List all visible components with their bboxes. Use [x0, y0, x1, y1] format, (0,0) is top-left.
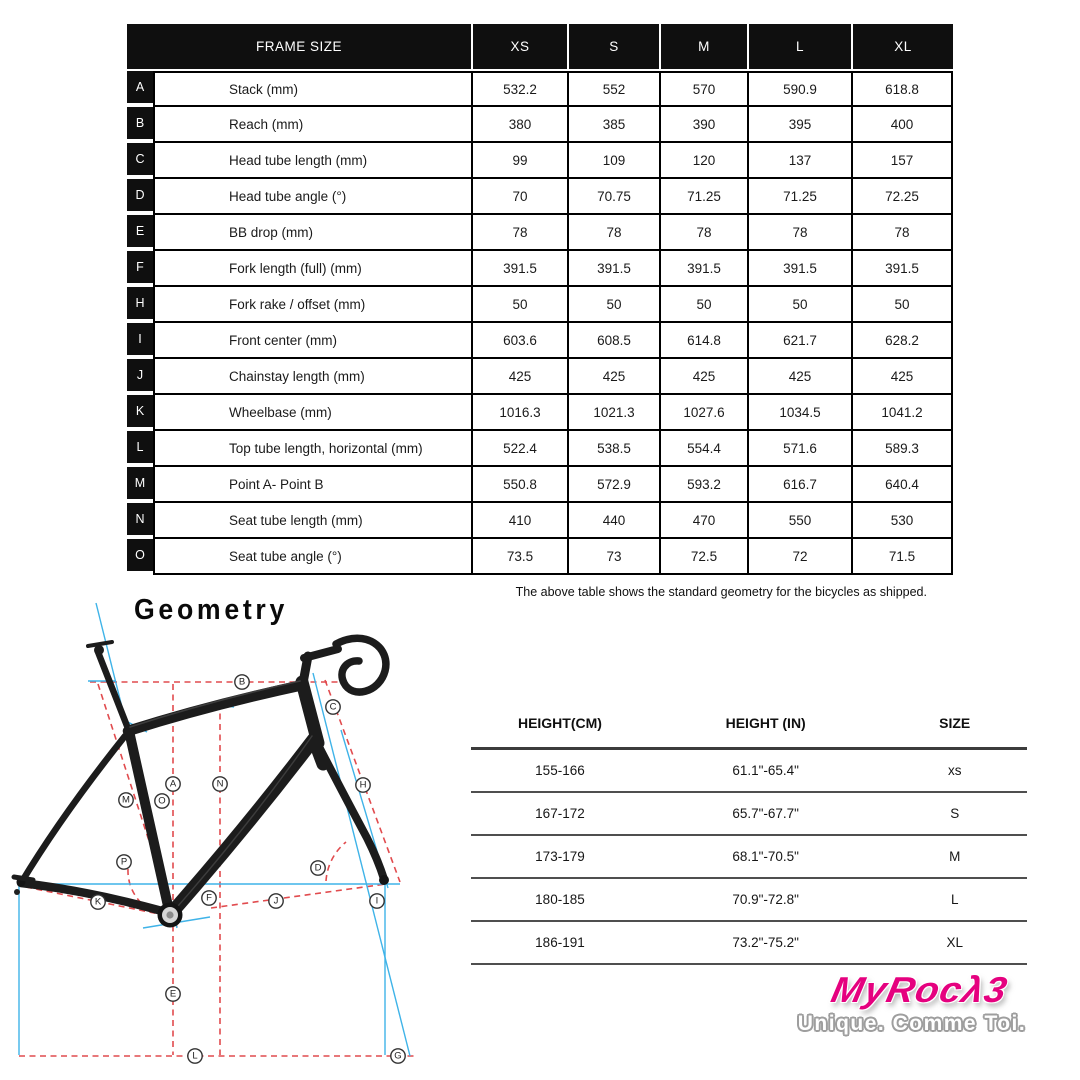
row-value: 621.7 — [747, 323, 851, 359]
diagram-label-F — [202, 891, 216, 905]
row-label: Stack (mm) — [153, 71, 471, 107]
svg-text:E: E — [169, 988, 177, 1000]
geometry-row-O — [127, 539, 953, 575]
size-chart-cell-size: xs — [947, 763, 962, 778]
row-value: 391.5 — [567, 251, 659, 287]
row-value: 550.8 — [471, 467, 567, 503]
row-label: Seat tube length (mm) — [153, 503, 471, 539]
geometry-row-M — [127, 467, 953, 503]
size-chart-cell-cm: 155-166 — [535, 763, 585, 778]
size-chart-row — [471, 922, 1027, 965]
row-value: 391.5 — [851, 251, 953, 287]
size-chart-cell-cm: 186-191 — [535, 935, 585, 950]
row-value: 425 — [851, 359, 953, 395]
row-value: 589.3 — [851, 431, 953, 467]
row-letter: E — [127, 215, 153, 251]
row-label: Point A- Point B — [153, 467, 471, 503]
row-value: 385 — [567, 107, 659, 143]
size-chart-row — [471, 750, 1027, 793]
row-value: 70.75 — [567, 179, 659, 215]
size-chart-body — [471, 750, 1027, 965]
size-chart-row — [471, 793, 1027, 836]
size-chart-cell-size: M — [949, 849, 961, 864]
row-value: 78 — [567, 215, 659, 251]
row-label: Fork length (full) (mm) — [153, 251, 471, 287]
svg-text:B: B — [238, 676, 246, 688]
row-value: 614.8 — [659, 323, 747, 359]
size-chart-cell-size: S — [950, 806, 960, 821]
row-label: Wheelbase (mm) — [153, 395, 471, 431]
svg-text:C: C — [329, 701, 337, 713]
geometry-table-body — [127, 71, 953, 575]
size-chart-cell-in: 73.2"-75.2" — [732, 935, 799, 950]
size-chart-cell-cm: 173-179 — [535, 849, 585, 864]
row-value: 78 — [851, 215, 953, 251]
diagram-label-A — [166, 777, 180, 791]
geometry-row-I — [127, 323, 953, 359]
geometry-row-L — [127, 431, 953, 467]
row-letter: O — [127, 539, 153, 575]
row-letter: K — [127, 395, 153, 431]
row-value: 390 — [659, 107, 747, 143]
row-letter: H — [127, 287, 153, 323]
geometry-row-B — [127, 107, 953, 143]
row-value: 550 — [747, 503, 851, 539]
row-value: 391.5 — [659, 251, 747, 287]
svg-text:G: G — [394, 1050, 402, 1062]
size-chart-cell-in: 70.9"-72.8" — [732, 892, 799, 907]
row-value: 50 — [851, 287, 953, 323]
size-chart-cell-size: XL — [946, 935, 963, 950]
svg-text:D: D — [314, 862, 322, 874]
size-chart-cell-in: 61.1"-65.4" — [732, 763, 799, 778]
row-letter: A — [127, 71, 153, 107]
row-value: 1016.3 — [471, 395, 567, 431]
row-value: 50 — [659, 287, 747, 323]
row-letter: C — [127, 143, 153, 179]
row-value: 72.5 — [659, 539, 747, 575]
row-label: Front center (mm) — [153, 323, 471, 359]
row-letter: M — [127, 467, 153, 503]
geometry-row-N — [127, 503, 953, 539]
row-value: 78 — [659, 215, 747, 251]
row-value: 616.7 — [747, 467, 851, 503]
row-label: Chainstay length (mm) — [153, 359, 471, 395]
row-value: 593.2 — [659, 467, 747, 503]
geometry-row-D — [127, 179, 953, 215]
size-header-s: S — [567, 24, 659, 69]
row-label: Head tube length (mm) — [153, 143, 471, 179]
row-value: 50 — [567, 287, 659, 323]
row-value: 1021.3 — [567, 395, 659, 431]
row-letter: L — [127, 431, 153, 467]
diagram-label-L — [188, 1049, 202, 1063]
svg-text:J: J — [273, 895, 279, 907]
geometry-row-F — [127, 251, 953, 287]
row-value: 554.4 — [659, 431, 747, 467]
diagram-label-D — [311, 861, 325, 875]
row-value: 71.25 — [659, 179, 747, 215]
height-in-header: HEIGHT (IN) — [725, 714, 806, 731]
row-value: 400 — [851, 107, 953, 143]
row-value: 99 — [471, 143, 567, 179]
bike-geometry-diagram — [0, 590, 460, 1080]
geometry-row-H — [127, 287, 953, 323]
size-header-l: L — [747, 24, 851, 69]
diagram-label-K — [91, 895, 105, 909]
diagram-label-H — [356, 778, 370, 792]
svg-text:P: P — [120, 856, 128, 868]
row-label: Head tube angle (°) — [153, 179, 471, 215]
row-value: 440 — [567, 503, 659, 539]
row-value: 608.5 — [567, 323, 659, 359]
row-value: 50 — [747, 287, 851, 323]
row-value: 78 — [747, 215, 851, 251]
svg-text:O: O — [158, 795, 166, 807]
row-value: 1027.6 — [659, 395, 747, 431]
row-value: 571.6 — [747, 431, 851, 467]
row-value: 109 — [567, 143, 659, 179]
row-label: Reach (mm) — [153, 107, 471, 143]
row-value: 72.25 — [851, 179, 953, 215]
size-chart-cell-cm: 180-185 — [535, 892, 585, 907]
diagram-label-M — [119, 793, 133, 807]
row-letter: I — [127, 323, 153, 359]
row-value: 425 — [567, 359, 659, 395]
svg-text:H: H — [359, 779, 367, 791]
row-label: Seat tube angle (°) — [153, 539, 471, 575]
row-value: 78 — [471, 215, 567, 251]
row-value: 532.2 — [471, 71, 567, 107]
row-value: 522.4 — [471, 431, 567, 467]
diagram-label-O — [155, 794, 169, 808]
size-header-m: M — [659, 24, 747, 69]
geometry-row-E — [127, 215, 953, 251]
size-chart-cell-cm: 167-172 — [535, 806, 585, 821]
svg-text:K: K — [94, 896, 102, 908]
size-chart-row — [471, 836, 1027, 879]
svg-text:A: A — [169, 778, 177, 790]
row-letter: B — [127, 107, 153, 143]
row-value: 572.9 — [567, 467, 659, 503]
geometry-row-C — [127, 143, 953, 179]
row-value: 380 — [471, 107, 567, 143]
brand-block — [786, 969, 1038, 1036]
geometry-row-J — [127, 359, 953, 395]
row-value: 1034.5 — [747, 395, 851, 431]
geometry-row-A — [127, 71, 953, 107]
row-letter: F — [127, 251, 153, 287]
row-label: Top tube length, horizontal (mm) — [153, 431, 471, 467]
row-value: 50 — [471, 287, 567, 323]
svg-text:M: M — [122, 794, 130, 806]
row-value: 72 — [747, 539, 851, 575]
size-chart-row — [471, 879, 1027, 922]
row-value: 425 — [747, 359, 851, 395]
row-value: 157 — [851, 143, 953, 179]
height-cm-header: HEIGHT(CM) — [517, 714, 602, 731]
row-value: 425 — [471, 359, 567, 395]
geometry-table — [127, 24, 953, 575]
row-value: 410 — [471, 503, 567, 539]
size-chart-cell-in: 65.7"-67.7" — [732, 806, 799, 821]
row-value: 570 — [659, 71, 747, 107]
size-chart — [471, 698, 1027, 965]
row-value: 618.8 — [851, 71, 953, 107]
row-value: 391.5 — [471, 251, 567, 287]
size-header: SIZE — [939, 714, 971, 731]
brand-logo: MyRocλ3 — [827, 969, 1012, 1010]
diagram-label-B — [235, 675, 249, 689]
diagram-label-G — [391, 1049, 405, 1063]
row-value: 73 — [567, 539, 659, 575]
row-value: 137 — [747, 143, 851, 179]
row-value: 470 — [659, 503, 747, 539]
row-value: 530 — [851, 503, 953, 539]
diagram-label-E — [166, 987, 180, 1001]
row-value: 590.9 — [747, 71, 851, 107]
svg-text:L: L — [192, 1050, 198, 1062]
row-value: 603.6 — [471, 323, 567, 359]
row-value: 71.25 — [747, 179, 851, 215]
row-value: 73.5 — [471, 539, 567, 575]
row-value: 1041.2 — [851, 395, 953, 431]
svg-text:N: N — [216, 778, 224, 790]
diagram-label-I — [370, 894, 384, 908]
diagram-label-J — [269, 894, 283, 908]
size-header-xs: XS — [471, 24, 567, 69]
size-chart-cell-size: L — [950, 892, 959, 907]
measure-lines-cyan — [19, 603, 410, 1056]
size-chart-header — [471, 698, 1027, 750]
svg-text:F: F — [206, 892, 212, 904]
row-value: 628.2 — [851, 323, 953, 359]
row-value: 395 — [747, 107, 851, 143]
row-value: 71.5 — [851, 539, 953, 575]
row-label: Fork rake / offset (mm) — [153, 287, 471, 323]
diagram-title: Geometry — [134, 594, 288, 626]
row-label: BB drop (mm) — [153, 215, 471, 251]
row-value: 70 — [471, 179, 567, 215]
row-letter: D — [127, 179, 153, 215]
frame-size-header: FRAME SIZE — [255, 39, 342, 54]
diagram-label-N — [213, 777, 227, 791]
row-value: 538.5 — [567, 431, 659, 467]
row-value: 120 — [659, 143, 747, 179]
diagram-label-P — [117, 855, 131, 869]
geometry-table-header — [127, 24, 953, 69]
diagram-label-C — [326, 700, 340, 714]
row-value: 640.4 — [851, 467, 953, 503]
svg-text:I: I — [375, 895, 379, 907]
geometry-note: The above table shows the standard geometry for the bicycles as shipped. — [515, 585, 927, 599]
row-value: 391.5 — [747, 251, 851, 287]
row-letter: N — [127, 503, 153, 539]
geometry-row-K — [127, 395, 953, 431]
row-value: 425 — [659, 359, 747, 395]
row-value: 552 — [567, 71, 659, 107]
brand-tagline: Unique. Comme Toi. — [797, 1012, 1027, 1035]
row-letter: J — [127, 359, 153, 395]
size-header-xl: XL — [851, 24, 953, 69]
size-chart-cell-in: 68.1"-70.5" — [732, 849, 799, 864]
